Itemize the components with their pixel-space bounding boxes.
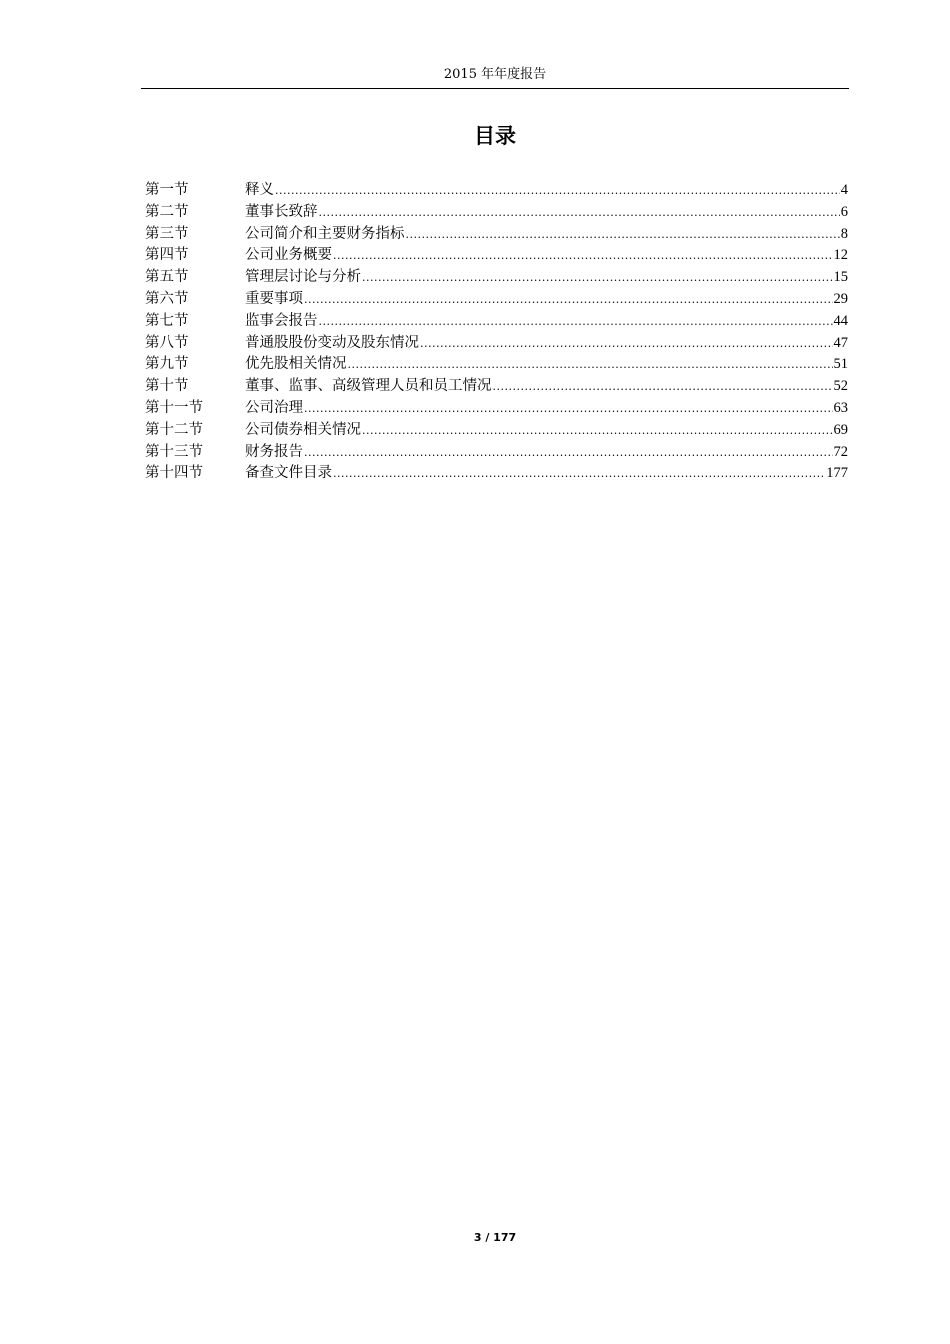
toc-entry[interactable] [145, 267, 848, 289]
toc-entry-body [245, 398, 848, 420]
toc-section-title: 管理层讨论与分析 [245, 269, 361, 286]
toc-section-number: 第十三节 [145, 443, 203, 460]
toc-section-number: 第六节 [145, 290, 189, 307]
toc-entry[interactable] [145, 289, 848, 311]
toc-page-number: 63 [833, 399, 848, 416]
dot-leader [304, 442, 833, 464]
toc-section-title: 监事会报告 [245, 312, 318, 329]
toc-page-number: 4 [840, 182, 848, 198]
toc-page-number: 52 [833, 378, 848, 395]
toc-page-number: 8 [840, 225, 848, 242]
toc-section-title: 重要事项 [245, 290, 303, 307]
toc-entry[interactable] [145, 333, 848, 355]
toc-entry-body [245, 180, 848, 202]
toc-title: 目录 [474, 124, 516, 148]
dot-leader [319, 311, 833, 333]
toc-entry-body [245, 311, 848, 333]
dot-leader [362, 267, 833, 289]
toc-page-number: 6 [840, 203, 848, 220]
toc-page-number: 72 [833, 443, 848, 460]
running-header: 2015 年年度报告 [443, 67, 547, 82]
toc-section-title: 备查文件目录 [245, 465, 332, 482]
toc-section-title: 公司治理 [245, 399, 303, 416]
toc-entry[interactable] [145, 202, 848, 224]
header-divider [141, 88, 849, 89]
toc-page-number: 69 [833, 421, 848, 438]
toc-entry-body [245, 442, 848, 464]
page-number: 3 / 177 [473, 1231, 517, 1244]
toc-entry[interactable] [145, 180, 848, 202]
toc-entry[interactable] [145, 376, 848, 398]
toc-entry[interactable] [145, 311, 848, 333]
toc-section-number: 第四节 [145, 247, 189, 264]
toc-section-number: 第十四节 [145, 465, 203, 482]
toc-section-title: 董事长致辞 [245, 203, 318, 220]
toc-entry-body [245, 354, 848, 376]
toc-entry-body [245, 245, 848, 267]
toc-section-title: 优先股相关情况 [245, 356, 347, 373]
toc-section-title: 公司业务概要 [245, 247, 332, 264]
toc-entry-body [245, 267, 848, 289]
toc-entry[interactable] [145, 463, 848, 485]
toc-section-number: 第十二节 [145, 421, 203, 438]
toc-entry[interactable] [145, 442, 848, 464]
toc-section-number: 第九节 [145, 356, 189, 373]
toc-entry-body [245, 224, 848, 246]
toc-entry-body [245, 376, 848, 398]
toc-section-number: 第三节 [145, 225, 189, 242]
toc-section-number: 第十节 [145, 378, 189, 395]
toc-section-title: 董事、监事、高级管理人员和员工情况 [245, 378, 492, 395]
toc-entry[interactable] [145, 224, 848, 246]
toc-entry-body [245, 463, 848, 485]
dot-leader [333, 463, 825, 485]
toc-section-title: 普通股股份变动及股东情况 [245, 334, 419, 351]
dot-leader [406, 224, 840, 246]
table-of-contents [145, 180, 848, 485]
dot-leader [304, 398, 833, 420]
toc-section-number: 第七节 [145, 312, 189, 329]
toc-section-number: 第二节 [145, 203, 189, 220]
toc-entry[interactable] [145, 354, 848, 376]
dot-leader [304, 289, 833, 311]
toc-section-number: 第十一节 [145, 399, 203, 416]
dot-leader [275, 180, 840, 202]
dot-leader [420, 333, 833, 355]
toc-page-number: 177 [826, 465, 848, 482]
dot-leader [362, 420, 833, 442]
toc-entry-body [245, 333, 848, 355]
toc-section-title: 公司简介和主要财务指标 [245, 225, 405, 242]
dot-leader [348, 354, 833, 376]
toc-entry-body [245, 289, 848, 311]
toc-section-title: 释义 [245, 182, 274, 198]
toc-section-title: 财务报告 [245, 443, 303, 460]
toc-section-title: 公司债券相关情况 [245, 421, 361, 438]
toc-section-number: 第八节 [145, 334, 189, 351]
toc-page-number: 44 [833, 312, 848, 329]
dot-leader [319, 202, 840, 224]
toc-section-number: 第五节 [145, 269, 189, 286]
toc-section-number: 第一节 [145, 182, 189, 198]
toc-entry[interactable] [145, 398, 848, 420]
dot-leader [333, 245, 833, 267]
toc-entry[interactable] [145, 245, 848, 267]
toc-page-number: 47 [833, 334, 848, 351]
toc-page-number: 29 [833, 290, 848, 307]
dot-leader [493, 376, 833, 398]
toc-page-number: 15 [833, 269, 848, 286]
toc-entry[interactable] [145, 420, 848, 442]
toc-entry-body [245, 420, 848, 442]
toc-entry-body [245, 202, 848, 224]
toc-page-number: 51 [833, 356, 848, 373]
toc-page-number: 12 [833, 247, 848, 264]
